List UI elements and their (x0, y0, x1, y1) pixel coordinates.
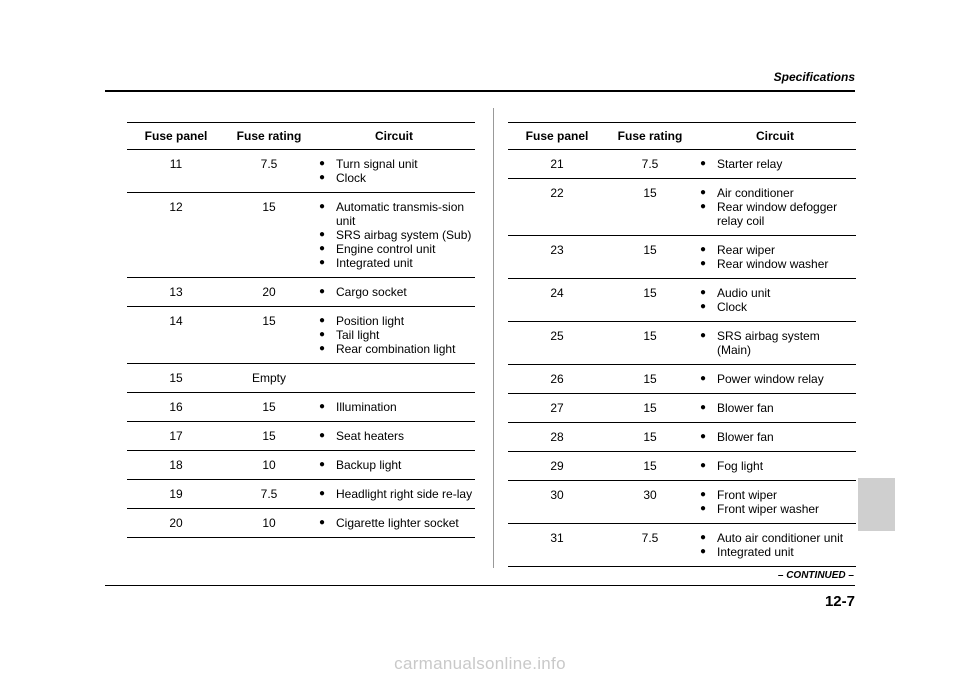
fuse-panel-number: 30 (508, 481, 606, 524)
fuse-panel-number: 16 (127, 393, 225, 422)
circuit-item: ● Engine control unit (319, 242, 475, 256)
fuse-rating: 15 (606, 452, 694, 481)
table-header-row (127, 123, 475, 150)
table-row (508, 423, 856, 452)
circuit-item: ● Automatic transmis-sion unit (319, 200, 475, 228)
fuse-panel-number: 19 (127, 480, 225, 509)
circuit-list (319, 285, 475, 299)
circuit-item: ● Integrated unit (700, 545, 856, 559)
fuse-rating: 30 (606, 481, 694, 524)
circuit-item: ● Illumination (319, 400, 475, 414)
circuit-item: ● Rear window defogger relay coil (700, 200, 856, 228)
circuit-list (319, 157, 475, 185)
circuit-list-cell (313, 480, 475, 509)
circuit-item: ● Air conditioner (700, 186, 856, 200)
header-rule (105, 90, 855, 92)
circuit-list (319, 487, 475, 501)
fuse-table-left (127, 122, 475, 538)
fuse-panel-number: 23 (508, 236, 606, 279)
circuit-item: ● Front wiper washer (700, 502, 856, 516)
circuit-item: ● Seat heaters (319, 429, 475, 443)
circuit-item: ● Tail light (319, 328, 475, 342)
table-row (508, 524, 856, 567)
fuse-panel-number: 12 (127, 193, 225, 278)
fuse-rating: 15 (606, 179, 694, 236)
fuse-panel-number: 13 (127, 278, 225, 307)
circuit-list-cell (694, 452, 856, 481)
fuse-rating: Empty (225, 364, 313, 393)
circuit-list-cell (694, 179, 856, 236)
table-row (508, 150, 856, 179)
fuse-panel-number: 11 (127, 150, 225, 193)
fuse-table-right-body (508, 150, 856, 567)
circuit-list (319, 516, 475, 530)
circuit-item: ● Rear combination light (319, 342, 475, 356)
circuit-list (319, 200, 475, 270)
fuse-rating: 7.5 (606, 524, 694, 567)
table-row (127, 364, 475, 393)
fuse-panel-number: 15 (127, 364, 225, 393)
circuit-item: ● Cigarette lighter socket (319, 516, 475, 530)
fuse-rating: 15 (606, 365, 694, 394)
fuse-rating: 10 (225, 451, 313, 480)
table-row (127, 509, 475, 538)
circuit-list-cell (313, 393, 475, 422)
column-header-circuit: Circuit (694, 123, 856, 150)
circuit-list (700, 459, 856, 473)
fuse-panel-number: 17 (127, 422, 225, 451)
table-row (127, 150, 475, 193)
circuit-list (700, 286, 856, 314)
fuse-panel-number: 18 (127, 451, 225, 480)
fuse-rating: 15 (606, 394, 694, 423)
circuit-item: ● Front wiper (700, 488, 856, 502)
circuit-list-cell (694, 322, 856, 365)
circuit-list (319, 458, 475, 472)
fuse-panel-number: 25 (508, 322, 606, 365)
circuit-list (319, 429, 475, 443)
column-divider (493, 108, 494, 568)
fuse-panel-number: 26 (508, 365, 606, 394)
fuse-panel-number: 14 (127, 307, 225, 364)
fuse-table-left-body (127, 150, 475, 538)
fuse-table-right (508, 122, 856, 567)
fuse-rating: 15 (225, 393, 313, 422)
fuse-rating: 7.5 (225, 150, 313, 193)
circuit-list-cell (313, 422, 475, 451)
watermark-text: carmanualsonline.info (394, 654, 566, 673)
circuit-list-cell (313, 193, 475, 278)
circuit-list (319, 400, 475, 414)
fuse-rating: 10 (225, 509, 313, 538)
circuit-list (700, 430, 856, 444)
circuit-list-cell (313, 364, 475, 393)
table-row (127, 451, 475, 480)
circuit-list-cell (694, 394, 856, 423)
fuse-panel-number: 27 (508, 394, 606, 423)
circuit-item: ● Audio unit (700, 286, 856, 300)
section-thumb-tab (858, 478, 895, 531)
circuit-list-cell (313, 509, 475, 538)
table-row (508, 481, 856, 524)
circuit-list-cell (694, 236, 856, 279)
column-header-rating: Fuse rating (606, 123, 694, 150)
table-row (508, 452, 856, 481)
table-row (127, 393, 475, 422)
circuit-item: ● Blower fan (700, 401, 856, 415)
circuit-list-cell (313, 307, 475, 364)
circuit-list-cell (313, 150, 475, 193)
table-row (508, 365, 856, 394)
circuit-item: ● Power window relay (700, 372, 856, 386)
circuit-item: ● SRS airbag system (Main) (700, 329, 856, 357)
table-row (127, 480, 475, 509)
circuit-item: ● Backup light (319, 458, 475, 472)
circuit-list (700, 372, 856, 386)
circuit-item: ● Clock (319, 171, 475, 185)
circuit-list-cell (694, 279, 856, 322)
circuit-list-cell (694, 423, 856, 452)
circuit-item: ● Cargo socket (319, 285, 475, 299)
column-header-panel: Fuse panel (508, 123, 606, 150)
fuse-panel-number: 29 (508, 452, 606, 481)
circuit-item: ● Blower fan (700, 430, 856, 444)
fuse-panel-number: 31 (508, 524, 606, 567)
fuse-rating: 15 (606, 279, 694, 322)
fuse-panel-number: 24 (508, 279, 606, 322)
table-row (508, 279, 856, 322)
circuit-list-cell (313, 451, 475, 480)
circuit-list (700, 186, 856, 228)
circuit-item: ● Integrated unit (319, 256, 475, 270)
circuit-item: ● Headlight right side re-lay (319, 487, 475, 501)
circuit-list-cell (694, 365, 856, 394)
circuit-list (700, 488, 856, 516)
table-row (127, 278, 475, 307)
column-header-circuit: Circuit (313, 123, 475, 150)
fuse-rating: 15 (606, 322, 694, 365)
circuit-list (700, 243, 856, 271)
fuse-panel-number: 21 (508, 150, 606, 179)
circuit-item: ● Turn signal unit (319, 157, 475, 171)
circuit-item: ● Fog light (700, 459, 856, 473)
fuse-rating: 15 (606, 236, 694, 279)
circuit-item: ● SRS airbag system (Sub) (319, 228, 475, 242)
footer-rule (105, 585, 855, 586)
circuit-list (319, 314, 475, 356)
circuit-list (700, 531, 856, 559)
fuse-rating: 7.5 (606, 150, 694, 179)
fuse-panel-number: 22 (508, 179, 606, 236)
table-header-row (508, 123, 856, 150)
page-number: 12-7 (824, 593, 855, 610)
circuit-list-cell (694, 524, 856, 567)
continued-note: – CONTINUED – (777, 570, 854, 581)
section-title: Specifications (773, 70, 855, 84)
fuse-rating: 7.5 (225, 480, 313, 509)
table-row (127, 422, 475, 451)
circuit-list (700, 329, 856, 357)
circuit-list (700, 157, 856, 171)
circuit-item: ● Clock (700, 300, 856, 314)
table-row (508, 179, 856, 236)
column-header-panel: Fuse panel (127, 123, 225, 150)
circuit-item: ● Rear wiper (700, 243, 856, 257)
circuit-item: ● Starter relay (700, 157, 856, 171)
fuse-rating: 15 (606, 423, 694, 452)
fuse-panel-number: 20 (127, 509, 225, 538)
circuit-list-cell (694, 481, 856, 524)
circuit-item: ● Auto air conditioner unit (700, 531, 856, 545)
fuse-rating: 15 (225, 193, 313, 278)
table-row (508, 394, 856, 423)
fuse-rating: 20 (225, 278, 313, 307)
table-row (127, 193, 475, 278)
table-row (127, 307, 475, 364)
circuit-item: ● Rear window washer (700, 257, 856, 271)
table-row (508, 322, 856, 365)
table-row (508, 236, 856, 279)
circuit-list (700, 401, 856, 415)
fuse-rating: 15 (225, 422, 313, 451)
fuse-rating: 15 (225, 307, 313, 364)
circuit-list-cell (694, 150, 856, 179)
circuit-item: ● Position light (319, 314, 475, 328)
fuse-panel-number: 28 (508, 423, 606, 452)
column-header-rating: Fuse rating (225, 123, 313, 150)
circuit-list-cell (313, 278, 475, 307)
